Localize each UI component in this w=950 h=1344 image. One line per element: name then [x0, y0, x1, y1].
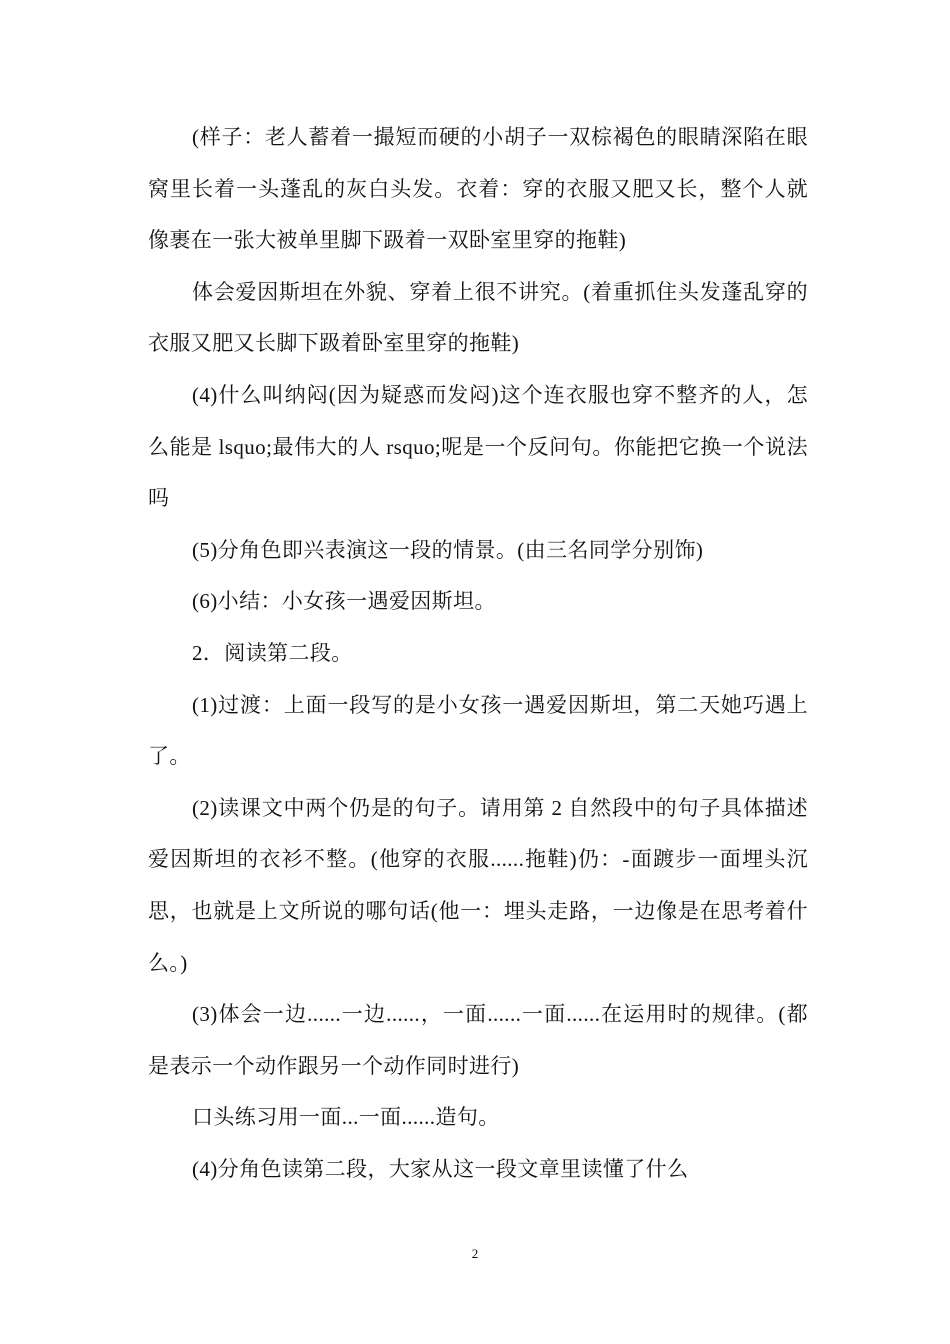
page-number: 2 — [471, 1246, 479, 1261]
document-body — [148, 112, 808, 1195]
paragraph-section-2-heading: 2．阅读第二段。 — [192, 640, 353, 665]
paragraph-transition-1: (1)过渡：上面一段写的是小女孩一遇爱因斯坦，第二天她巧遇上了。 — [148, 692, 808, 769]
paragraph-question-5: (5)分角色即兴表演这一段的情景。(由三名同学分别饰) — [192, 537, 704, 562]
paragraph-question-4: (4)什么叫纳闷(因为疑惑而发闷)这个连衣服也穿不整齐的人，怎么能是 lsquo;最伟大的人 rsquo;呢是一个反问句。你能把它换一个说法吗 — [148, 382, 808, 511]
paragraph-role-reading-4: (4)分角色读第二段，大家从这一段文章里读懂了什么 — [192, 1156, 689, 1181]
paragraph-appearance-summary: 体会爱因斯坦在外貌、穿着上很不讲究。(着重抓住头发蓬乱穿的衣服又肥又长脚下趿着卧室里穿的拖鞋) — [148, 279, 808, 356]
paragraph-summary-6: (6)小结：小女孩一遇爱因斯坦。 — [192, 589, 496, 614]
paragraph-appearance-description: (样子：老人蓄着一撮短而硬的小胡子一双棕褐色的眼睛深陷在眼窝里长着一头蓬乱的灰白头发。衣着：穿的衣服又肥又长，整个人就像裹在一张大被单里脚下趿着一双卧室里穿的拖鞋) — [148, 125, 808, 253]
paragraph-reading-2: (2)读课文中两个仍是的句子。请用第 2 自然段中的句子具体描述爱因斯坦的衣衫不整。(他穿的衣服......拖鞋)仍：-面踱步一面埋头沉思，也就是上文所说的哪句话(他一：埋头走路，一边像是在思考着什么。) — [148, 795, 808, 975]
paragraph-oral-practice: 口头练习用一面...一面......造句。 — [192, 1105, 500, 1130]
paragraph-pattern-3: (3)体会一边......一边......，一面......一面......在运用时的规律。(都是表示一个动作跟另一个动作同时进行) — [148, 1002, 808, 1078]
